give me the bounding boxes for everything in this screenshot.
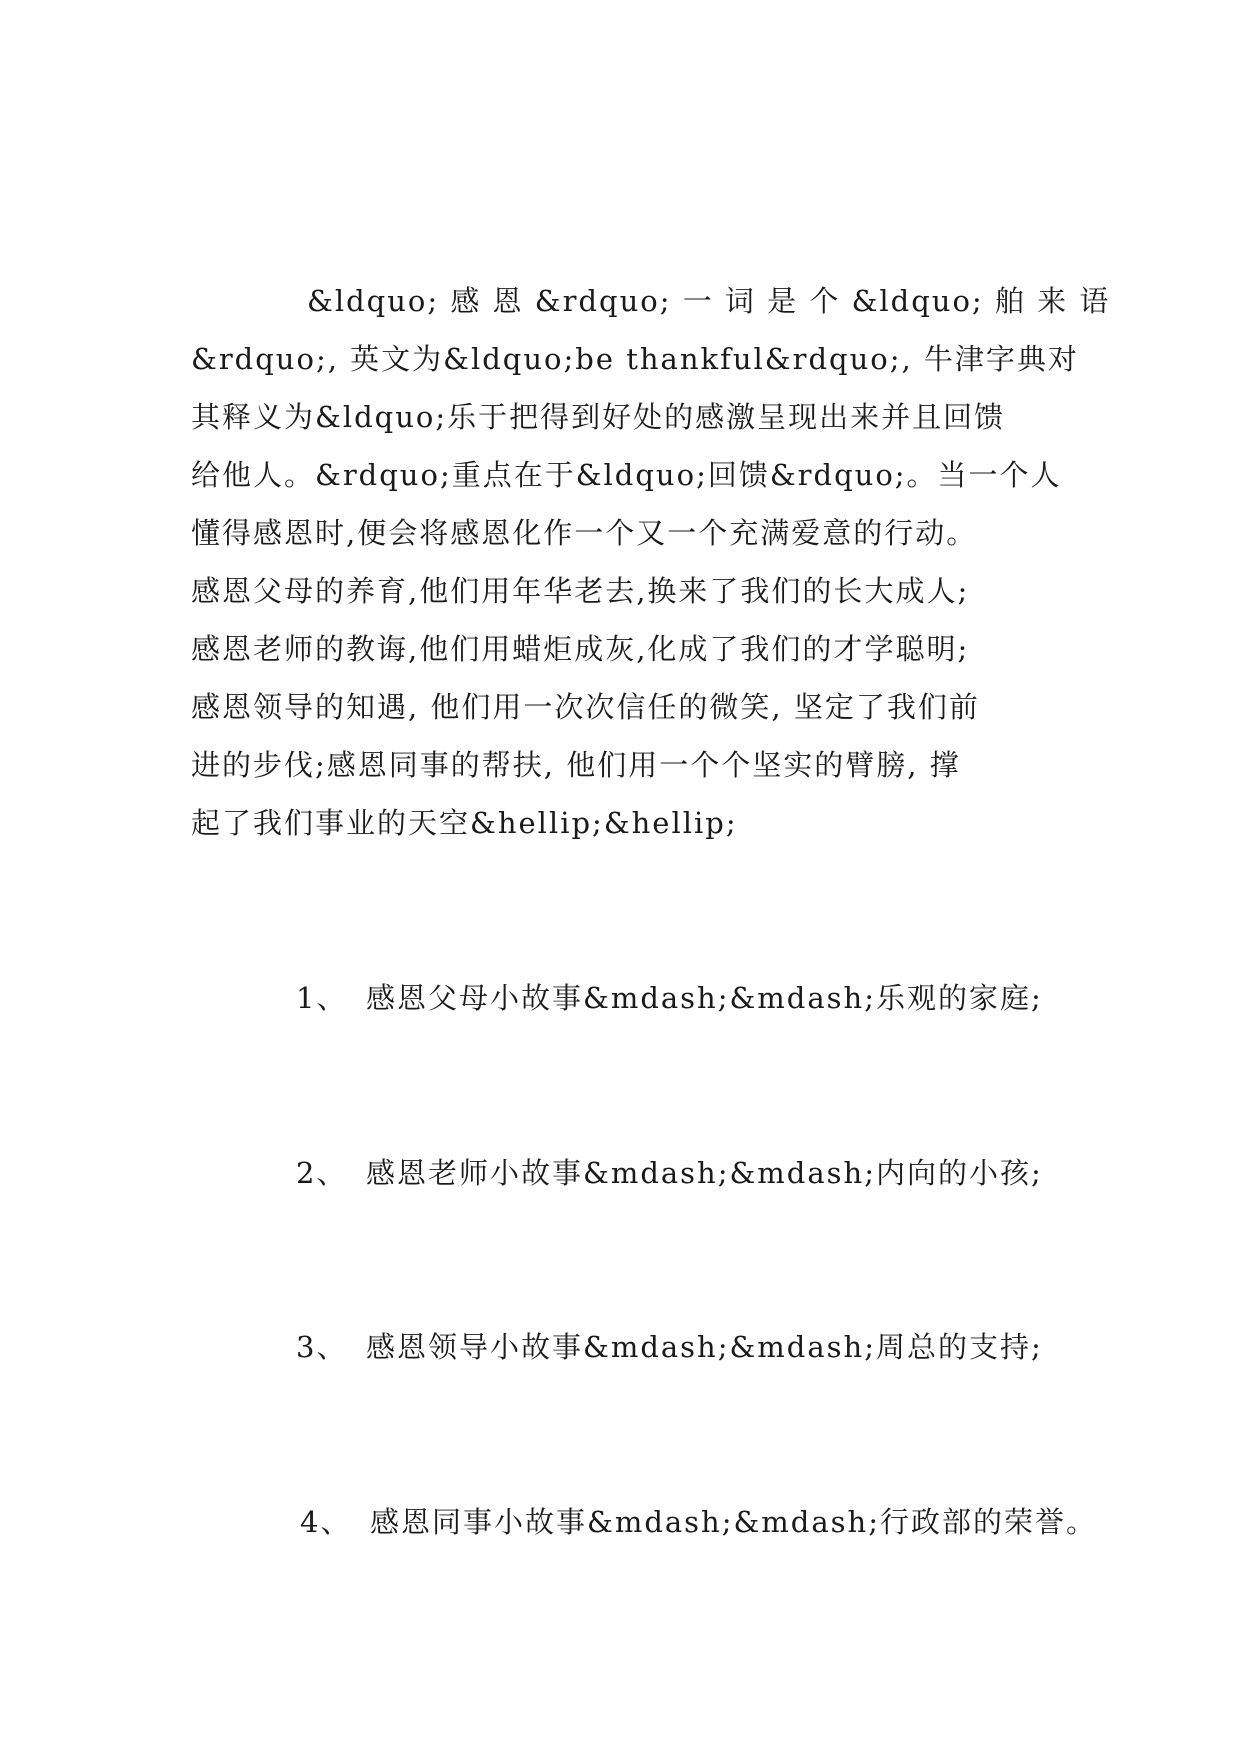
list-item-text: 感恩领导小故事&mdash;&mdash;周总的支持; [366,1330,1043,1364]
intro-paragraph [191,272,1111,852]
list-item [296,1327,1043,1367]
paragraph-line: 其释义为&ldquo;乐于把得到好处的感激呈现出来并且回馈 [191,400,1006,434]
paragraph-line: 进的步伐;感恩同事的帮扶, 他们用一个个坚实的臂膀, 撑 [191,748,961,782]
paragraph-line: 起了我们事业的天空&hellip;&hellip; [191,806,738,840]
paragraph-line: &ldquo; 感 恩 &rdquo; 一 词 是 个 &ldquo; 舶 来 语 [307,284,1111,318]
paragraph-line: &rdquo;, 英文为&ldquo;be thankful&rdquo;, 牛津字典对 [191,342,1079,376]
list-item-number: 1、 [296,981,348,1015]
list-item [296,1153,1043,1193]
list-item [300,1502,1097,1542]
paragraph-line: 给他人。&rdquo;重点在于&ldquo;回馈&rdquo;。当一个人 [191,458,1062,492]
list-item-number: 2、 [296,1156,348,1190]
list-item-text: 感恩老师小故事&mdash;&mdash;内向的小孩; [366,1156,1043,1190]
list-item-text: 感恩同事小故事&mdash;&mdash;行政部的荣誉。 [370,1505,1097,1539]
list-item-text: 感恩父母小故事&mdash;&mdash;乐观的家庭; [366,981,1043,1015]
list-item-number: 3、 [296,1330,348,1364]
paragraph-line: 感恩领导的知遇, 他们用一次次信任的微笑, 坚定了我们前 [191,690,980,724]
list-item [296,978,1043,1018]
paragraph-line: 懂得感恩时,便会将感恩化作一个又一个充满爱意的行动。 [191,516,978,550]
paragraph-line: 感恩老师的教诲,他们用蜡炬成灰,化成了我们的才学聪明; [191,632,970,666]
list-item-number: 4、 [300,1505,352,1539]
paragraph-line: 感恩父母的养育,他们用年华老去,换来了我们的长大成人; [191,574,970,608]
